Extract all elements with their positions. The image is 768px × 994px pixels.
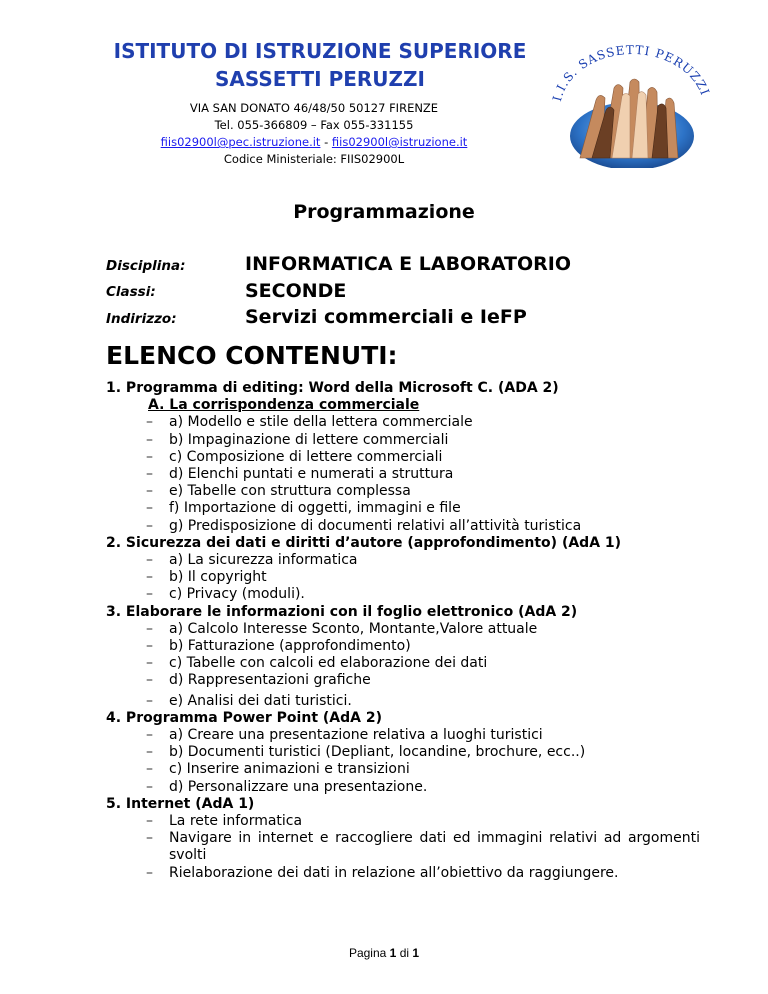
- list-item: – c) Composizione di lettere commerciali: [106, 449, 700, 466]
- list-item: – f) Importazione di oggetti, immagini e file: [106, 500, 700, 517]
- list-item: – Rielaborazione dei dati in relazione all’obiettivo da raggiungere.: [106, 865, 700, 882]
- indirizzo-label: Indirizzo:: [106, 311, 177, 327]
- school-logo: [540, 40, 724, 168]
- list-item: – b) Fatturazione (approfondimento): [106, 638, 700, 655]
- page-word: Pagina: [348, 946, 387, 960]
- list-item: – b) Il copyright: [106, 569, 700, 586]
- school-address: VIA SAN DONATO 46/48/50 50127 FIRENZE: [189, 101, 439, 115]
- list-item: – g) Predisposizione di documenti relativi all’attività turistica: [106, 518, 700, 535]
- section-title: 5. Internet (AdA 1): [106, 795, 255, 812]
- list-item: – a) Calcolo Interesse Sconto, Montante,Valore attuale: [106, 621, 700, 638]
- list-item: – c) Privacy (moduli).: [106, 586, 700, 603]
- list-item: – c) Inserire animazioni e transizioni: [106, 761, 700, 778]
- disciplina-label: Disciplina:: [106, 258, 186, 274]
- page-footer: [0, 946, 768, 960]
- logo-text: I.I.S. SASSETTI PERUZZI: [549, 42, 713, 103]
- list-item: – d) Rappresentazioni grafiche: [106, 672, 700, 689]
- contents-list: [106, 380, 700, 882]
- section-title: 1. Programma di editing: Word della Microsoft C. (ADA 2): [106, 380, 559, 396]
- list-item: – a) Modello e stile della lettera commerciale: [106, 414, 700, 431]
- list-item: – c) Tabelle con calcoli ed elaborazione dei dati: [106, 655, 700, 672]
- ministerial-code: Codice Ministeriale: FIIS02900L: [223, 152, 405, 166]
- list-item: – Navigare in internet e raccogliere dati ed immagini relativi ad argomenti svolti: [106, 830, 700, 864]
- page-title: Programmazione: [293, 201, 475, 223]
- contents-heading: ELENCO CONTENUTI:: [106, 341, 398, 370]
- list-item: – b) Documenti turistici (Depliant, locandine, brochure, ecc..): [106, 744, 700, 761]
- list-item: – e) Tabelle con struttura complessa: [106, 483, 700, 500]
- list-item: – b) Impaginazione di lettere commerciali: [106, 432, 700, 449]
- pec-email-link[interactable]: fiis02900l@pec.istruzione.it: [160, 135, 321, 149]
- school-phone: Tel. 055-366809 – Fax 055-331155: [214, 118, 414, 132]
- list-item: – a) La sicurezza informatica: [106, 552, 700, 569]
- list-item: – d) Personalizzare una presentazione.: [106, 779, 700, 796]
- email-link[interactable]: fiis02900l@istruzione.it: [331, 135, 468, 149]
- email-separator: -: [320, 135, 332, 149]
- list-item: – e) Analisi dei dati turistici.: [106, 693, 700, 710]
- section-subtitle: A. La corrispondenza commerciale: [148, 397, 420, 414]
- page-total: 1: [412, 946, 420, 960]
- list-item: – d) Elenchi puntati e numerati a struttura: [106, 466, 700, 483]
- school-name-line2: SASSETTI PERUZZI: [214, 67, 425, 91]
- list-item: – a) Creare una presentazione relativa a luoghi turistici: [106, 727, 700, 744]
- list-item: – La rete informatica: [106, 813, 700, 830]
- classi-value: SECONDE: [245, 280, 347, 302]
- school-emails: [0, 134, 628, 151]
- of-word: di: [399, 946, 410, 960]
- section-title: 4. Programma Power Point (AdA 2): [106, 709, 382, 726]
- page-number: 1: [389, 946, 397, 960]
- classi-label: Classi:: [106, 284, 156, 300]
- section-title: 2. Sicurezza dei dati e diritti d’autore (approfondimento) (AdA 1): [106, 534, 622, 551]
- school-name-line1: ISTITUTO DI ISTRUZIONE SUPERIORE: [113, 39, 527, 63]
- section-title: 3. Elaborare le informazioni con il foglio elettronico (AdA 2): [106, 603, 578, 620]
- indirizzo-value: Servizi commerciali e IeFP: [245, 306, 527, 328]
- disciplina-value: INFORMATICA E LABORATORIO: [245, 253, 572, 275]
